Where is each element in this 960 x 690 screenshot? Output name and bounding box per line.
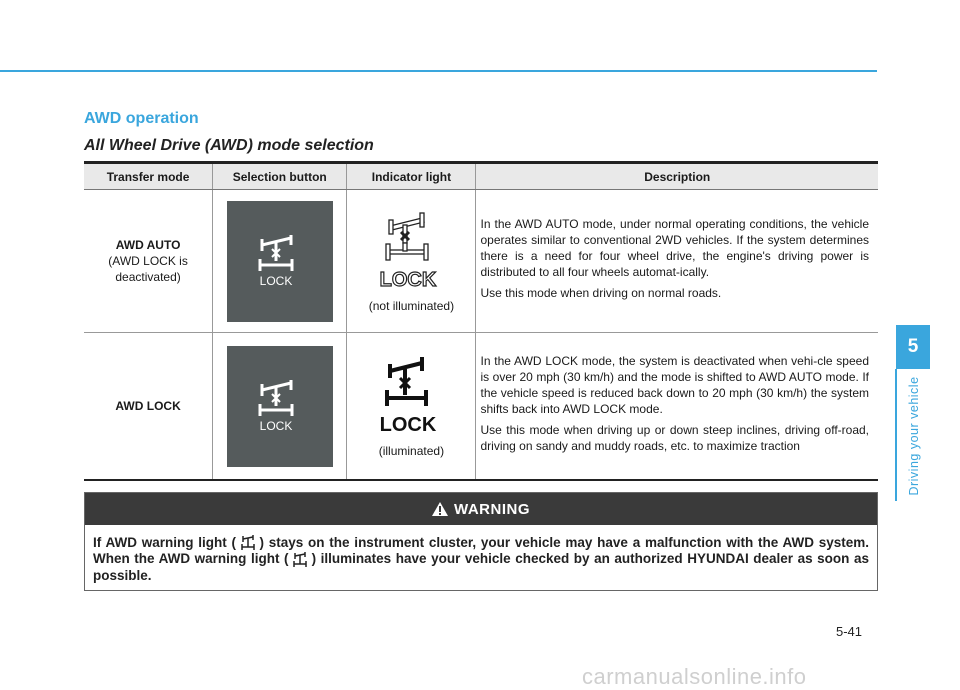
table-row-awd-auto	[84, 190, 878, 333]
watermark: carmanualsonline.info	[582, 664, 807, 689]
indicator-caption: (illuminated)	[378, 443, 445, 458]
svg-text:LOCK: LOCK	[259, 274, 293, 287]
description-cell	[476, 333, 878, 481]
description-paragraph-1: In the AWD AUTO mode, under normal operating conditions, the vehicle operates similar to conventional 2WD vehicles. If the system determines there is a need for four wheel drive, the engine's driving power is distributed to all four wheels automat-ically.	[480, 217, 869, 279]
awd-lock-button-image	[227, 201, 333, 322]
warning-header	[85, 493, 877, 525]
awd-lock-button-icon	[255, 235, 305, 287]
warning-box	[84, 492, 878, 591]
svg-text:LOCK: LOCK	[380, 413, 437, 435]
description-cell	[476, 190, 878, 333]
page-number: 5-41	[836, 624, 863, 639]
description-paragraph-2: Use this mode when driving up or down steep inclines, driving off-road, driving on sandy and muddy roads, etc. to maximize traction	[480, 423, 869, 453]
awd-lock-button-image	[227, 346, 333, 467]
mode-name: AWD AUTO	[115, 238, 181, 252]
chapter-label: Driving your vehicle	[907, 376, 921, 496]
svg-text:LOCK: LOCK	[380, 268, 437, 290]
mode-name: AWD LOCK	[115, 399, 181, 413]
mode-note-line2: deactivated)	[115, 270, 181, 284]
svg-text:LOCK: LOCK	[259, 419, 293, 432]
sub-title: All Wheel Drive (AWD) mode selection	[84, 137, 374, 154]
awd-mode-table	[84, 161, 878, 481]
warning-text: If AWD warning light ( ) stays on the instrument cluster, your vehicle may have a malfunction with the AWD system. When the AWD warning light ( ) illuminates have your vehicle checked by an authorized HYUNDAI dealer as soon as possible.	[93, 535, 869, 583]
mode-note-line1: (AWD LOCK is	[108, 254, 188, 268]
indicator-light-cell	[347, 190, 476, 333]
awd-lock-indicator-on-icon	[378, 355, 444, 435]
indicator-caption: (not illuminated)	[368, 298, 455, 313]
indicator-light-cell	[347, 333, 476, 481]
awd-warning-light-icon	[241, 535, 255, 551]
chapter-rule	[895, 369, 897, 501]
section-title: AWD operation	[84, 110, 199, 127]
chapter-tab[interactable]: 5	[896, 325, 930, 369]
top-rule	[0, 70, 877, 72]
awd-lock-button-icon	[255, 380, 305, 432]
header-indicator-light: Indicator light	[347, 163, 476, 190]
description-paragraph-1: In the AWD LOCK mode, the system is deactivated when vehi-cle speed is over 20 mph (30 km/h) and the mode is shifted to AWD AUTO mode. If the vehicle speed is reduced back down to 20 mph (30 km/h) the system shifts back into AWD LOCK mode.	[480, 354, 869, 416]
selection-button-cell	[213, 333, 347, 481]
table-header-row	[84, 163, 878, 190]
transfer-mode-cell	[84, 190, 213, 333]
warning-title: WARNING	[454, 500, 530, 518]
table-row-awd-lock	[84, 333, 878, 481]
header-description: Description	[476, 163, 878, 190]
transfer-mode-cell	[84, 333, 213, 481]
warning-triangle-icon	[432, 502, 448, 516]
selection-button-cell	[213, 190, 347, 333]
awd-warning-light-icon	[293, 552, 307, 568]
header-transfer-mode: Transfer mode	[84, 163, 213, 190]
description-paragraph-2: Use this mode when driving on normal roads.	[480, 286, 722, 300]
header-selection-button: Selection button	[213, 163, 347, 190]
awd-lock-indicator-off-icon	[378, 210, 444, 290]
